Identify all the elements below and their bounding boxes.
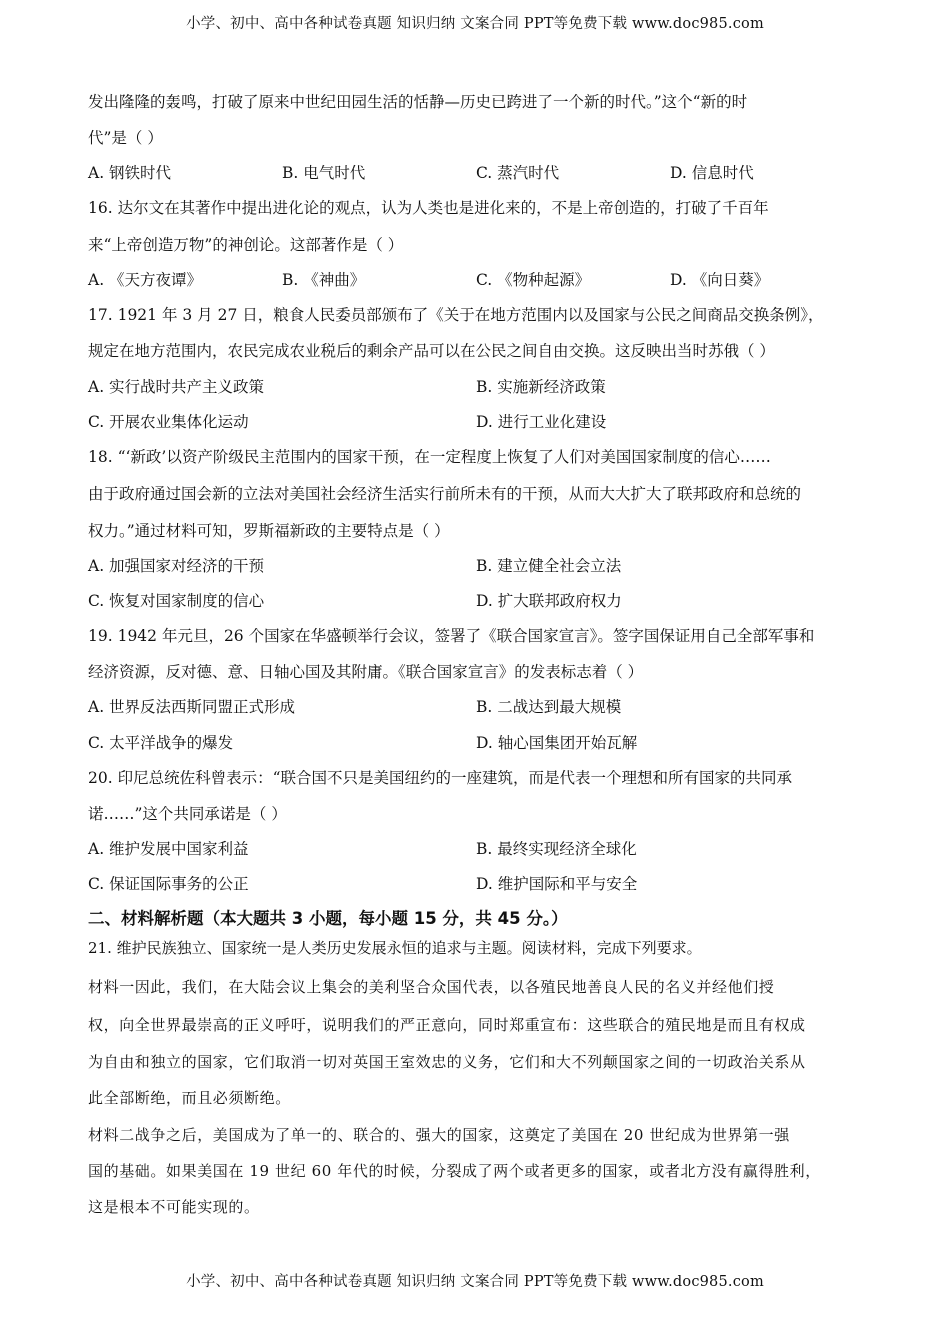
material-1-line-1: 材料一因此，我们，在大陆会议上集会的美利坚合众国代表，以各殖民地善良人民的名义并经他们授	[88, 978, 775, 996]
question-20-line-1: 20. 印尼总统佐科曾表示：“联合国不只是美国纽约的一座建筑，而是代表一个理想和所有国家的共同承	[88, 769, 793, 787]
question-19-option-c: C. 太平洋战争的爆发	[88, 734, 234, 752]
question-19-option-d: D. 轴心国集团开始瓦解	[476, 734, 638, 752]
question-18-option-b: B. 建立健全社会立法	[476, 557, 622, 575]
question-20-line-2: 诺……”这个共同承诺是（ ）	[88, 805, 287, 823]
question-15-line-1: 发出隆隆的轰鸣，打破了原来中世纪田园生活的恬静—历史已跨进了一个新的时代。”这个“新的时	[88, 93, 748, 111]
question-15-option-a: A. 钢铁时代	[88, 164, 172, 182]
material-1-line-3: 为自由和独立的国家，它们取消一切对英国王室效忠的义务，它们和大不列颠国家之间的一切政治关系从	[88, 1053, 806, 1071]
question-19-option-a: A. 世界反法西斯同盟正式形成	[88, 698, 296, 716]
question-15-line-2: 代”是（ ）	[88, 129, 163, 147]
question-20-option-d: D. 维护国际和平与安全	[476, 875, 638, 893]
question-15-option-d: D. 信息时代	[670, 164, 754, 182]
question-18-option-c: C. 恢复对国家制度的信心	[88, 592, 265, 610]
page-header: 小学、初中、高中各种试卷真题 知识归纳 文案合同 PPT等免费下载 www.doc985.com	[186, 16, 764, 32]
question-17-line-1: 17. 1921 年 3 月 27 日，粮食人民委员部颁布了《关于在地方范围内以及国家与公民之间商品交换条例》，	[88, 306, 824, 324]
question-19-line-2: 经济资源，反对德、意、日轴心国及其附庸。《联合国家宣言》的发表标志着（ ）	[88, 663, 644, 681]
material-2-line-2: 国的基础。如果美国在 19 世纪 60 年代的时候，分裂成了两个或者更多的国家，或者北方没有赢得胜利，	[88, 1162, 821, 1180]
question-16-line-1: 16. 达尔文在其著作中提出进化论的观点，认为人类也是进化来的，不是上帝创造的，打破了千百年	[88, 199, 769, 217]
question-18-line-3: 权力。”通过材料可知，罗斯福新政的主要特点是（ ）	[88, 522, 450, 540]
question-18-line-2: 由于政府通过国会新的立法对美国社会经济生活实行前所未有的干预，从而大大扩大了联邦政府和总统的	[88, 485, 802, 503]
question-17-option-d: D. 进行工业化建设	[476, 413, 607, 431]
question-17-line-2: 规定在地方范围内，农民完成农业税后的剩余产品可以在公民之间自由交换。这反映出当时苏俄（ ）	[88, 342, 775, 360]
question-16-line-2: 来“上帝创造万物”的神创论。这部著作是（ ）	[88, 236, 404, 254]
question-19-line-1: 19. 1942 年元旦，26 个国家在华盛顿举行会议，签署了《联合国家宣言》。签字国保证用自己全部军事和	[88, 627, 815, 645]
question-15-option-c: C. 蒸汽时代	[476, 164, 560, 182]
question-18-option-d: D. 扩大联邦政府权力	[476, 592, 622, 610]
question-21-stem: 21. 维护民族独立、国家统一是人类历史发展永恒的追求与主题。阅读材料，完成下列要求。	[88, 939, 702, 957]
section-title: 二、材料解析题（本大题共 3 小题，每小题 15 分，共 45 分。）	[88, 909, 568, 928]
material-1-line-2: 权，向全世界最崇高的正义呼吁，说明我们的严正意向，同时郑重宣布：这些联合的殖民地是而且有权成	[88, 1016, 806, 1034]
question-18-line-1: 18. “‘新政’以资产阶级民主范围内的国家干预，在一定程度上恢复了人们对美国国家制度的信心……	[88, 448, 771, 466]
question-20-option-c: C. 保证国际事务的公正	[88, 875, 249, 893]
question-20-option-b: B. 最终实现经济全球化	[476, 840, 637, 858]
question-18-option-a: A. 加强国家对经济的干预	[88, 557, 265, 575]
question-16-option-a: A. 《天方夜谭》	[88, 271, 203, 289]
question-16-option-b: B. 《神曲》	[282, 271, 366, 289]
question-15-option-b: B. 电气时代	[282, 164, 366, 182]
question-16-option-d: D. 《向日葵》	[670, 271, 770, 289]
question-19-option-b: B. 二战达到最大规模	[476, 698, 622, 716]
page-footer: 小学、初中、高中各种试卷真题 知识归纳 文案合同 PPT等免费下载 www.doc985.com	[186, 1274, 764, 1290]
question-17-option-a: A. 实行战时共产主义政策	[88, 378, 265, 396]
material-2-line-1: 材料二战争之后，美国成为了单一的、联合的、强大的国家，这奠定了美国在 20 世纪成为世界第一强	[88, 1126, 790, 1144]
material-2-line-3: 这是根本不可能实现的。	[88, 1198, 260, 1216]
question-17-option-c: C. 开展农业集体化运动	[88, 413, 249, 431]
question-20-option-a: A. 维护发展中国家利益	[88, 840, 249, 858]
material-1-line-4: 此全部断绝，而且必须断绝。	[88, 1089, 291, 1107]
question-17-option-b: B. 实施新经济政策	[476, 378, 606, 396]
question-16-option-c: C. 《物种起源》	[476, 271, 591, 289]
